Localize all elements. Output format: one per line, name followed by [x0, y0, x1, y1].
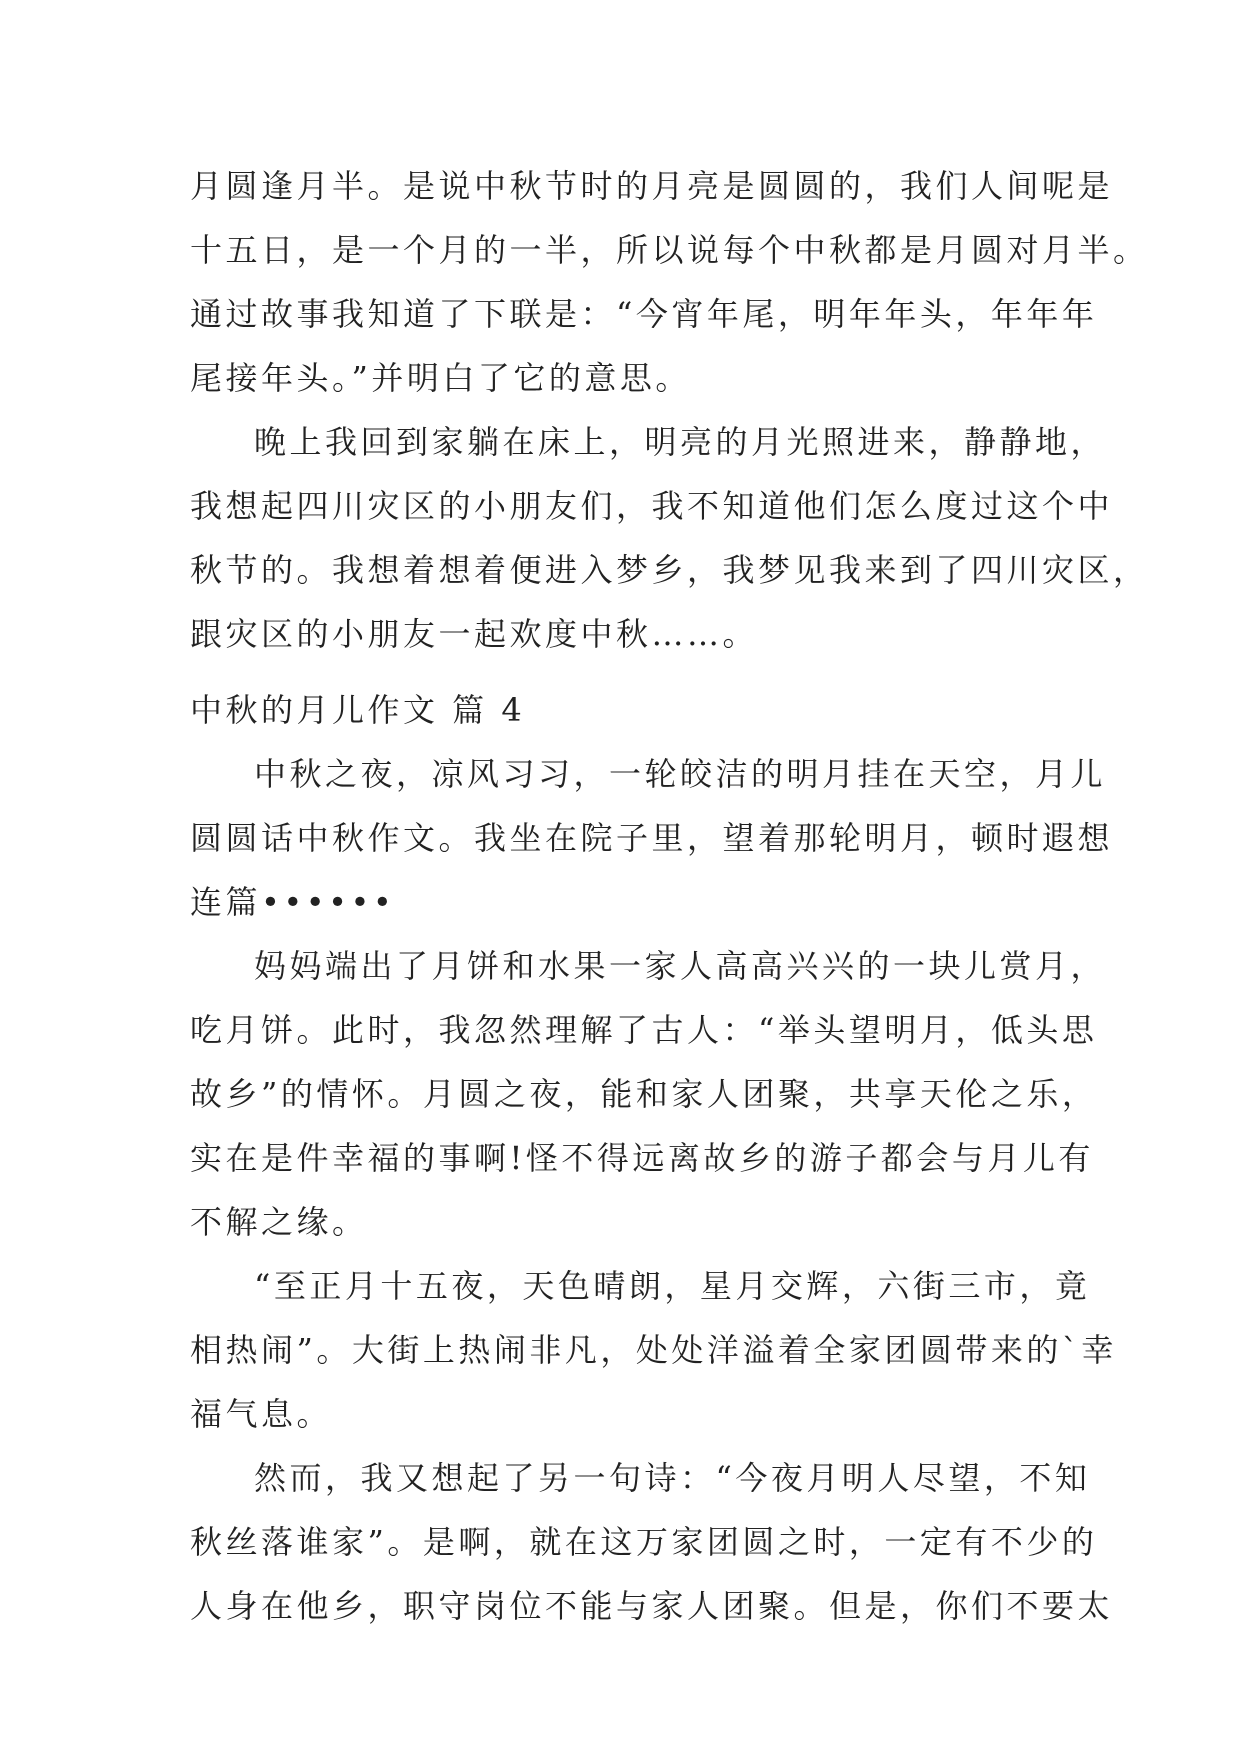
text-line: 故乡”的情怀。月圆之夜，能和家人团聚，共享天伦之乐，	[190, 1075, 1098, 1113]
text-line: 人身在他乡，职守岗位不能与家人团聚。但是，你们不要太	[190, 1587, 1114, 1625]
text-line: 我想起四川灾区的小朋友们，我不知道他们怎么度过这个中	[190, 487, 1114, 525]
continued-text-block	[190, 154, 1149, 666]
text-line: 实在是件幸福的事啊!怪不得远离故乡的游子都会与月儿有	[190, 1139, 1094, 1177]
text-line: 相热闹”。大街上热闹非凡，处处洋溢着全家团圆带来的`幸	[190, 1331, 1117, 1369]
text-line: 然而，我又想起了另一句诗：“今夜月明人尽望，不知	[254, 1459, 1091, 1497]
text-line: 晚上我回到家躺在床上，明亮的月光照进来，静静地，	[254, 423, 1107, 461]
text-line: 秋节的。我想着想着便进入梦乡，我梦见我来到了四川灾区，	[190, 551, 1149, 589]
text-line: 跟灾区的小朋友一起欢度中秋……。	[190, 615, 759, 653]
text-line: 尾接年头。”并明白了它的意思。	[190, 359, 691, 397]
text-line: 秋丝落谁家”。是啊，就在这万家团圆之时，一定有不少的	[190, 1523, 1098, 1561]
text-line: 妈妈端出了月饼和水果一家人高高兴兴的一块儿赏月，	[254, 947, 1107, 985]
text-line: 通过故事我知道了下联是：“今宵年尾，明年年头，年年年	[190, 295, 1098, 333]
text-line: 连篇••••••	[190, 883, 396, 921]
text-line: 吃月饼。此时，我忽然理解了古人：“举头望明月，低头思	[190, 1011, 1098, 1049]
text-line: 十五日，是一个月的一半，所以说每个中秋都是月圆对月半。	[190, 231, 1149, 269]
text-line: “至正月十五夜，天色晴朗，星月交辉，六街三市，竟	[254, 1267, 1091, 1305]
text-line: 圆圆话中秋作文。我坐在院子里，望着那轮明月，顿时遐想	[190, 819, 1114, 857]
section-heading: 中秋的月儿作文 篇 4	[190, 691, 526, 729]
section-4-block	[190, 678, 1117, 1638]
text-line: 月圆逢月半。是说中秋节时的月亮是圆圆的，我们人间呢是	[190, 167, 1114, 205]
text-line: 福气息。	[190, 1395, 333, 1433]
text-line: 中秋之夜，凉风习习，一轮皎洁的明月挂在天空，月儿	[254, 755, 1107, 793]
text-line: 不解之缘。	[190, 1203, 368, 1241]
